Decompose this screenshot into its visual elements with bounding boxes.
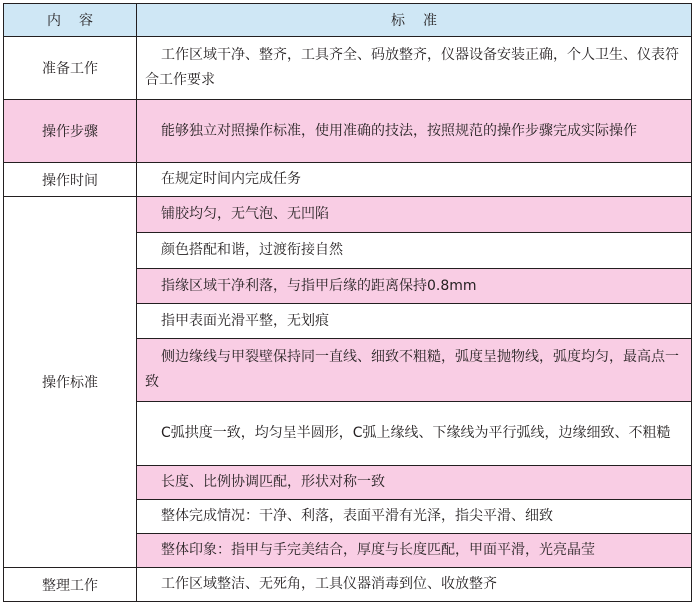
criteria-item: C弧拱度一致，均匀呈半圆形，C弧上缘线、下缘线为平行弧线，边缘细致、不粗糙 [137, 402, 692, 466]
criteria-item: 长度、比例协调匹配，形状对称一致 [137, 466, 692, 500]
category-criteria: 操作标准 [4, 197, 137, 568]
standards-table [3, 3, 692, 602]
criteria-item: 铺胶均匀，无气泡、无凹陷 [137, 197, 692, 233]
standard-steps: 能够独立对照操作标准，使用准确的技法，按照规范的操作步骤完成实际操作 [137, 100, 692, 163]
table-row-criteria [4, 197, 692, 233]
header-content: 内容 [4, 4, 137, 37]
criteria-item: 指甲表面光滑平整，无划痕 [137, 304, 692, 339]
criteria-item: 整体完成情况：干净、利落，表面平滑有光泽，指尖平滑、细致 [137, 500, 692, 534]
table-header-row [4, 4, 692, 37]
standard-time: 在规定时间内完成任务 [137, 163, 692, 197]
criteria-item: 颜色搭配和谐，过渡衔接自然 [137, 233, 692, 269]
standard-cleanup: 工作区域整洁、无死角，工具仪器消毒到位、收放整齐 [137, 568, 692, 602]
table-row-time [4, 163, 692, 197]
header-standard: 标准 [137, 4, 692, 37]
standard-prep: 工作区域干净、整齐，工具齐全、码放整齐，仪器设备安装正确，个人卫生、仪表符合工作要求 [137, 37, 692, 100]
table-row-prep [4, 37, 692, 100]
table-row-cleanup [4, 568, 692, 602]
criteria-item: 侧边缘线与甲裂壁保持同一直线、细致不粗糙，弧度呈抛物线，弧度均匀，最高点一致 [137, 339, 692, 402]
table-row-steps [4, 100, 692, 163]
category-steps: 操作步骤 [4, 100, 137, 163]
category-prep: 准备工作 [4, 37, 137, 100]
criteria-item: 整体印象：指甲与手完美结合，厚度与长度匹配，甲面平滑，光亮晶莹 [137, 534, 692, 568]
category-cleanup: 整理工作 [4, 568, 137, 602]
criteria-item: 指缘区域干净利落，与指甲后缘的距离保持0.8mm [137, 269, 692, 304]
category-time: 操作时间 [4, 163, 137, 197]
